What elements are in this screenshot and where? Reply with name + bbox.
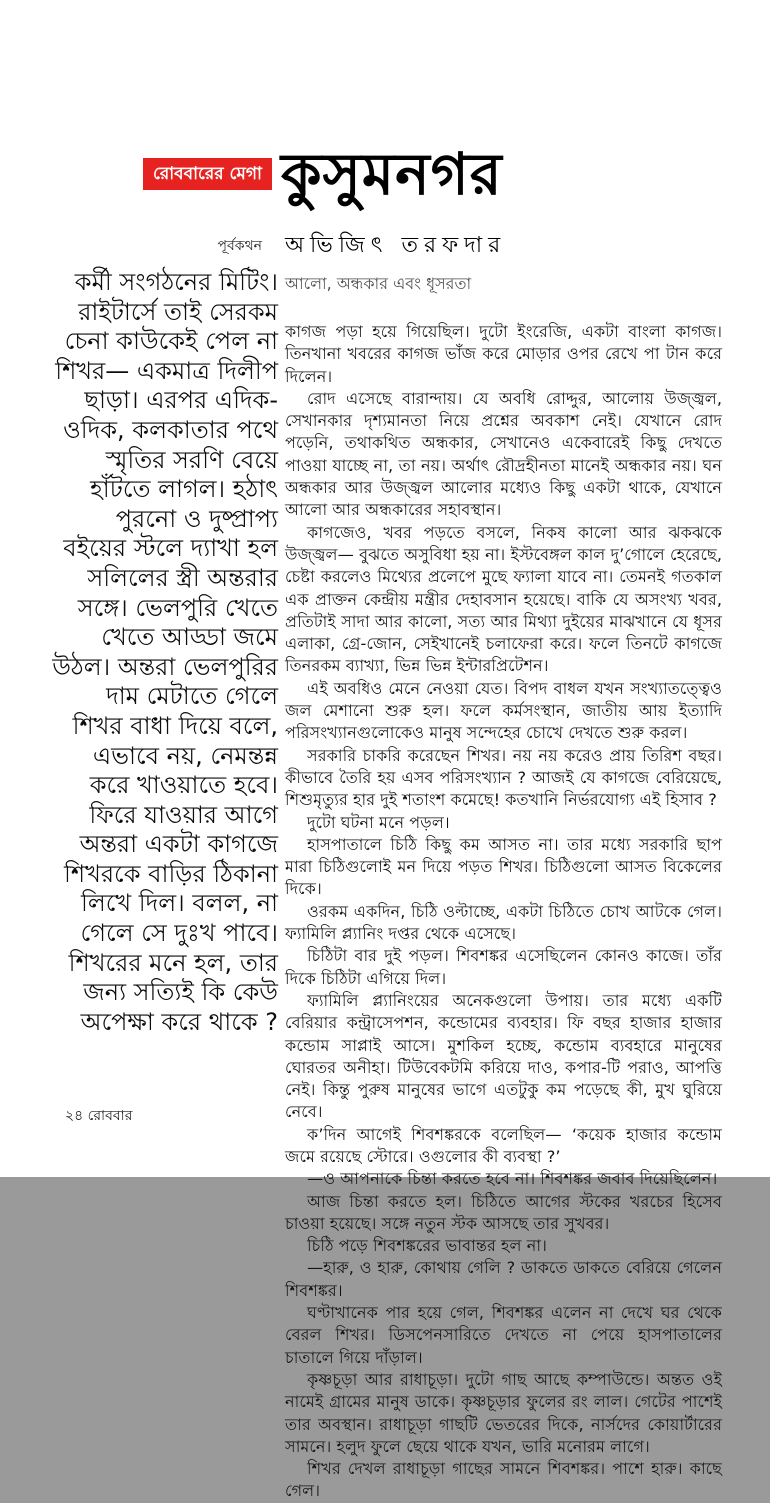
kicker-badge: রোববারের মেগা [143,158,272,190]
article-paragraph: কাগজেও, খবর পড়তে বসলে, নিকষ কালো আর ঝকঝকে উজ্জ্বল— বুঝতে অসুবিধা হয় না। ইস্টবেঙ্গল কাল দু’গোলে হেরেছে, চেষ্টা করলেও মিথ্যের প্রলেপে মুছে ফ্যালা যাবে না। তেমনই গতকাল এক প্রাক্তন কেন্দ্রীয় মন্ত্রীর দেহাবসান হয়েছে। বাকি যে অসংখ্য খবর, প্রতিটাই সাদা আর কালো, সত্য আর মিথ্যা দুইয়ের মাঝখানে যে ধূসর এলাকা, গ্রে-জোন, সেইখানেই চলাফেরা করে। ফলে তিনটে কাগজে তিনরকম ব্যাখ্যা, ভিন্ন ভিন্ন ইন্টারপ্রিটেশন। [285,522,722,676]
article-paragraph: শিখর দেখল রাধাচূড়া গাছের সামনে শিবশঙ্কর। পাশে হারু। কাছে গেল। [285,1459,722,1501]
article-paragraph: হাসপাতালে চিঠি কিছু কম আসত না। তার মধ্যে সরকারি ছাপ মারা চিঠিগুলোই মন দিয়ে পড়ত শিখর। চিঠিগুলো আসত বিকেলের দিকে। [285,834,722,899]
article-paragraph: চিঠি পড়ে শিবশঙ্করের ভাবান্তর হল না। [307,1236,547,1256]
article-subtitle: আলো, অন্ধকার এবং ধূসরতা [285,274,472,293]
article-paragraph: রোদ এসেছে বারান্দায়। যে অবধি রোদ্দুর, আলোয় উজ্জ্বল, সেখানকার দৃশ্যমানতা নিয়ে প্রশ্নের অবকাশ নেই। যেখানে রোদ পড়েনি, তথাকথিত অন্ধকার, সেখানেও একেবারেই কিছু দেখতে পাওয়া যাচ্ছে না, তা নয়। অর্থাৎ রৌদ্রহীনতা মানেই অন্ধকার নয়। ঘন অন্ধকার আর উজ্জ্বল আলোর মধ্যেও কিছু একটা থাকে, যেখানে আলো আর অন্ধকারের সহাবস্থান। [285,388,722,520]
article-paragraph: দুটো ঘটনা মনে পড়ল। [307,812,450,832]
article-paragraph: এই অবধিও মেনে নেওয়া যেত। বিপদ বাধল যখন সংখ্যাতত্ত্বেও জল মেশানো শুরু হল। ফলে কর্মসংস্থান, জাতীয় আয় ইত্যাদি পরিসংখ্যানগুলোকেও মানুষ সন্দেহের চোখে দেখতে শুরু করল। [285,678,722,743]
article-paragraph: ঘণ্টাখানেক পার হয়ে গেল, শিবশঙ্কর এলেন না দেখে ঘর থেকে বেরল শিখর। ডিসপেনসারিতে দেখতে না পেয়ে হাসপাতালের চাতালে গিয়ে দাঁড়াল। [285,1303,722,1367]
page-title: কুসুমনগর [281,140,503,208]
article-paragraph: কৃষ্ণচূড়া আর রাধাচূড়া। দুটো গাছ আছে কম্পাউন্ডে। অন্তত ওই নামেই গ্রামের মানুষ ডাকে। কৃষ্ণচূড়ার ফুলের রং লাল। গেটের পাশেই তার অবস্থান। রাধাচূড়া গাছটি ভেতরের দিকে, নার্সদের কোয়ার্টারের সামনে। হলুদ ফুলে ছেয়ে থাকে যখন, ভারি মনোরম লাগে। [285,1369,722,1456]
article-column [285,274,722,1503]
article-paragraph: —ও আপনাকে চিন্তা করতে হবে না। শিবশঙ্কর জবাব দিয়েছিলেন। [307,1169,718,1189]
article-paragraph: সরকারি চাকরি করেছেন শিখর। নয় নয় করেও প্রায় তিরিশ বছর। কীভাবে তৈরি হয় এসব পরিসংখ্যান ? আজই যে কাগজে বেরিয়েছে, শিশুমৃত্যুর হার দুই শতাংশ কমেছে! কতখানি নির্ভরযোগ্য এই হিসাব ? [285,745,722,810]
article-paragraph: আজ চিন্তা করতে হল। চিঠিতে আগের স্টকের খরচের হিসেব চাওয়া হয়েছে। সঙ্গে নতুন স্টক আসছে তার সুখবর। [285,1191,722,1233]
article-paragraph: ফ্যামিলি প্ল্যানিংয়ের অনেকগুলো উপায়। তার মধ্যে একটি বেরিয়ার কন্ট্রাসেপশন, কন্ডোমের ব্যবহার। ফি বছর হাজার হাজার কন্ডোম সাপ্লাই আসে। মুশকিল হচ্ছে, কন্ডোম ব্যবহারে মানুষের ঘোরতর অনীহা। টিউবেকটমি করিয়ে দাও, কপার-টি পরাও, আপত্তি নেই। কিন্তু পুরুষ মানুষের ভাগে এতটুকু কম পড়েছে কী, মুখ ঘুরিয়ে নেবে। [285,990,722,1122]
article-paragraph: চিঠিটা বার দুই পড়ল। শিবশঙ্কর এসেছিলেন কোনও কাজে। তাঁর দিকে চিঠিটা এগিয়ে দিল। [285,946,722,988]
article-paragraph: ওরকম একদিন, চিঠি ওল্টাচ্ছে, একটা চিঠিতে চোখ আটকে গেল। ফ্যামিলি প্ল্যানিং দপ্তর থেকে এসেছে। [285,901,722,944]
article-paragraph: কাগজ পড়া হয়ে গিয়েছিল। দুটো ইংরেজি, একটা বাংলা কাগজ। তিনখানা খবরের কাগজ ভাঁজ করে মোড়ার ওপর রেখে পা টান করে দিলেন। [285,322,722,386]
page-number-footer: ২৪ রোববার [65,1108,133,1124]
article-body [285,321,722,1503]
article-paragraph: —হারু, ও হারু, কোথায় গেলি ? ডাকতে ডাকতে বেরিয়ে গেলেন শিবশঙ্কর। [285,1258,722,1300]
standfirst: কর্মী সংগঠনের মিটিং। রাইটার্সে তাই সেরকম চেনা কাউকেই পেল না শিখর— একমাত্র দিলীপ ছাড়া। এরপর এদিক-ওদিক, কলকাতার পথে স্মৃতির সরণি বেয়ে হাঁটতে লাগল। হঠাৎ পুরনো ও দুষ্প্রাপ্য বইয়ের স্টলে দ্যাখা হল সলিলের স্ত্রী অন্তরার সঙ্গে। ভেলপুরি খেতে খেতে আড্ডা জমে উঠল। অন্তরা ভেলপুরির দাম মেটাতে গেলে শিখর বাধা দিয়ে বলে, এভাবে নয়, নেমন্তন্ন করে খাওয়াতে হবে। ফিরে যাওয়ার আগে অন্তরা একটা কাগজে শিখরকে বাড়ির ঠিকানা লিখে দিল। বলল, না গেলে সে দুঃখ পাবে। শিখরের মনে হল, তার জন্য সত্যিই কি কেউ অপেক্ষা করে থাকে ? [52,268,278,1036]
section-label: পূর্বকথন [217,238,262,254]
article-paragraph: ক’দিন আগেই শিবশঙ্করকে বলেছিল— ‘কয়েক হাজার কন্ডোম জমে রয়েছে স্টোরে। ওগুলোর কী ব্যবস্থা ?’ [285,1124,722,1166]
author-name: অভিজিৎ তরফদার [285,233,507,258]
